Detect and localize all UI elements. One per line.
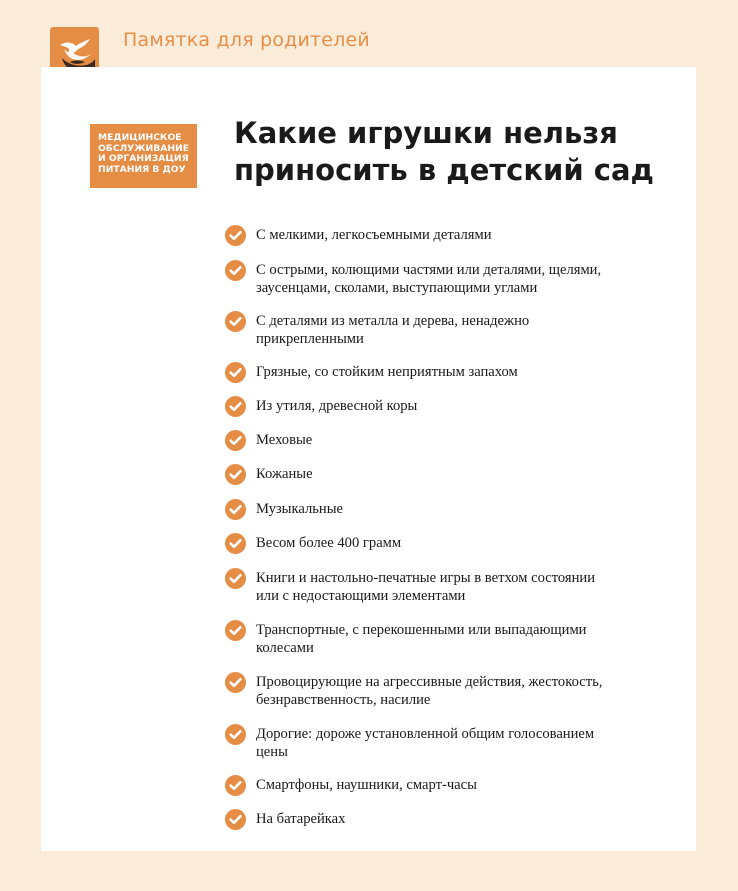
badge-line: И ОРГАНИЗАЦИЯ (98, 153, 189, 165)
list-item-line: безнравственность, насилие (256, 691, 431, 708)
list-item-line: Книги и настольно-печатные игры в ветхом состоянии (256, 570, 596, 586)
check-circle-icon (225, 362, 246, 383)
list-item-line: С острыми, колющими частями или деталями, щелями, (256, 262, 602, 278)
check-circle-icon (225, 533, 246, 554)
list-item-text (256, 777, 666, 795)
content-card (41, 67, 696, 851)
check-circle-icon (225, 775, 246, 796)
list-item-text (256, 432, 666, 450)
list-item-line: Грязные, со стойким неприятным запахом (256, 364, 518, 380)
section-badge (90, 124, 197, 188)
list-item-text (256, 313, 666, 348)
list-item-text (256, 262, 666, 297)
list-item-line: Из утиля, древесной коры (256, 398, 418, 414)
list-item-text (256, 398, 666, 416)
list-item-line: Провоцирующие на агрессивные действия, жестокость, (256, 674, 603, 690)
list-item-text (256, 227, 666, 245)
list-item-text (256, 726, 666, 761)
list-item-line: заусенцами, сколами, выступающими углами (256, 279, 538, 296)
check-circle-icon (225, 311, 246, 332)
page-title (234, 115, 674, 189)
check-circle-icon (225, 620, 246, 641)
list-item-line: Смартфоны, наушники, смарт-часы (256, 777, 477, 793)
list-item-line: цены (256, 743, 288, 760)
list-item-line: Дорогие: дороже установленной общим голосованием (256, 726, 595, 742)
header-title: Памятка для родителей (123, 29, 370, 51)
list-item-line: прикрепленными (256, 330, 364, 347)
list-item-text (256, 622, 666, 657)
badge-line: ПИТАНИЯ В ДОУ (98, 164, 186, 176)
check-circle-icon (225, 499, 246, 520)
check-circle-icon (225, 464, 246, 485)
check-circle-icon (225, 260, 246, 281)
list-item-text (256, 570, 666, 605)
list-item-text (256, 364, 666, 382)
list-item-text (256, 466, 666, 484)
check-circle-icon (225, 396, 246, 417)
list-item-line: Весом более 400 грамм (256, 535, 402, 551)
title-line: приносить в детский сад (234, 153, 654, 187)
list-item-line: Транспортные, с перекошенными или выпадающими (256, 622, 587, 638)
list-item-line: или с недостающими элементами (256, 587, 466, 604)
list-item-line: Кожаные (256, 466, 313, 482)
check-circle-icon (225, 430, 246, 451)
list-item-text (256, 811, 666, 829)
list-item-line: Меховые (256, 432, 313, 448)
list-item-text (256, 674, 666, 709)
list-item-line: С мелкими, легкосъемными деталями (256, 227, 492, 243)
list-item-line: На батарейках (256, 811, 346, 827)
title-line: Какие игрушки нельзя (234, 116, 618, 150)
list-item-line: С деталями из металла и дерева, ненадежно (256, 313, 530, 329)
check-circle-icon (225, 672, 246, 693)
list-item-line: колесами (256, 639, 314, 656)
check-circle-icon (225, 724, 246, 745)
badge-line: ОБСЛУЖИВАНИЕ (98, 142, 189, 154)
list-item-text (256, 501, 666, 519)
check-circle-icon (225, 809, 246, 830)
list-item-text (256, 535, 666, 553)
list-item-line: Музыкальные (256, 501, 343, 517)
badge-line: МЕДИЦИНСКОЕ (98, 132, 182, 143)
check-circle-icon (225, 568, 246, 589)
check-circle-icon (225, 225, 246, 246)
